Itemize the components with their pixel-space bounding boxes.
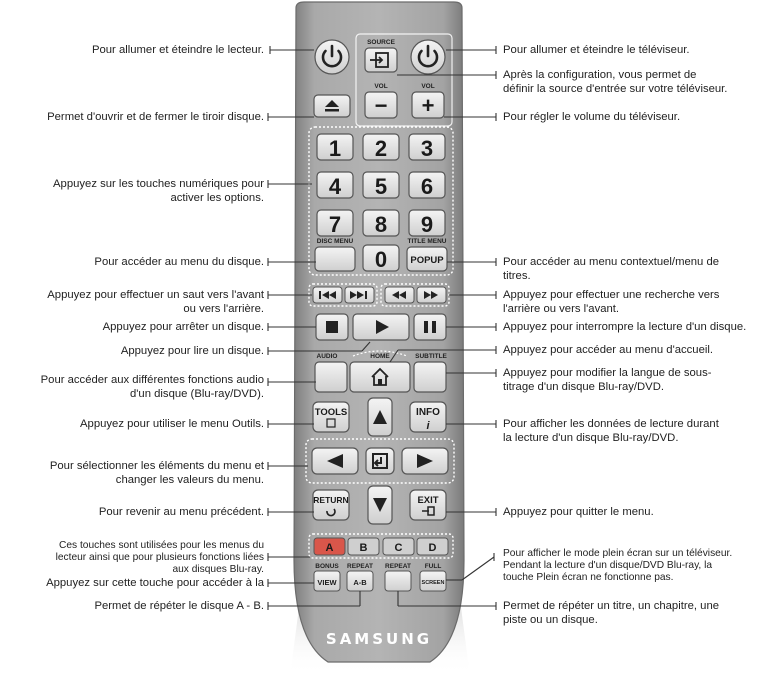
label-audio: Pour accéder aux différentes fonctions audio d'un disque (Blu-ray/DVD). [40,374,264,400]
power-tv-button[interactable] [411,40,445,74]
key-2-text: 2 [374,136,388,161]
key-8[interactable] [363,210,399,237]
exit-button[interactable] [410,490,446,520]
color-key-d[interactable] [417,538,448,555]
label-source: Après la configuration, vous permet de définir la source d'entrée sur votre téléviseur. [503,69,728,95]
vol-minus-label: VOL [374,83,388,90]
label-repeat-ab: Permet de répéter le disque A - B. [94,600,264,612]
volume-down-button[interactable] [365,92,397,118]
label-bonus-view: Appuyez sur cette touche pour accéder à la [46,577,264,589]
source-button[interactable] [365,48,397,72]
play-button[interactable] [353,314,409,340]
disc-menu-label: DISC MENU [316,238,354,245]
stop-icon [326,321,338,333]
label-skip: Appuyez pour effectuer un saut vers l'avant ou vers l'arrière. [47,289,264,315]
skip-back-button[interactable] [313,287,342,303]
label-repeat: Permet de répéter un titre, un chapitre, une piste ou un disque. [503,600,720,626]
key-1-text: 1 [328,136,342,161]
enter-button[interactable] [366,448,394,474]
info-sub-text: i [426,420,430,432]
repeat-ab-button[interactable] [347,571,373,591]
source-label: SOURCE [367,39,395,46]
color-key-a-text: A [325,542,334,554]
screen-button[interactable] [420,571,446,591]
color-key-d-text: D [428,542,437,554]
label-power-tv: Pour allumer et éteindre le téléviseur. [503,44,690,56]
power-player-button[interactable] [315,40,349,74]
right-button[interactable] [402,448,448,474]
home-label: HOME [370,353,390,360]
key-7-text: 7 [328,212,342,237]
key-4-text: 4 [328,174,342,199]
audio-button[interactable] [315,362,347,392]
tools-button[interactable] [313,402,349,432]
stop-button[interactable] [316,314,348,340]
label-popup: Pour accéder au menu contextuel/menu de titres. [503,256,720,282]
brand-logo: SAMSUNG [325,630,433,648]
fast-forward-button[interactable] [417,287,446,303]
key-2[interactable] [363,134,399,161]
label-return: Pour revenir au menu précédent. [98,506,264,518]
key-3-text: 3 [420,136,434,161]
view-button[interactable] [314,571,340,591]
pause-button[interactable] [414,314,446,340]
label-disc-menu: Pour accéder au menu du disque. [94,256,264,268]
label-volume: Pour régler le volume du téléviseur. [503,111,681,123]
skip-forward-button[interactable] [345,287,374,303]
key-3[interactable] [409,134,445,161]
label-full-screen: Pour afficher le mode plein écran sur un téléviseur. Pendant la lecture d'un disque/DVD Blu-ray, la touche Plein écran ne fonctionne pas. [503,548,733,583]
screen-text: SCREEN [421,580,445,586]
label-search: Appuyez pour effectuer une recherche vers l'arrière ou vers l'avant. [503,289,720,315]
label-home: Appuyez pour accéder au menu d'accueil. [503,344,714,356]
key-0-text: 0 [374,247,388,272]
color-key-c[interactable] [383,538,414,555]
subtitle-button[interactable] [414,362,446,392]
label-play: Appuyez pour lire un disque. [120,345,264,357]
label-stop: Appuyez pour arrêter un disque. [102,321,264,333]
tools-text: TOOLS [314,407,348,418]
repeat-ab-label: REPEAT [347,563,373,570]
label-tools: Appuyez pour utiliser le menu Outils. [80,418,264,430]
label-power-player: Pour allumer et éteindre le lecteur. [91,44,264,56]
vol-plus-label: VOL [421,83,435,90]
key-5[interactable] [363,172,399,199]
key-9-text: 9 [420,212,434,237]
key-4[interactable] [317,172,353,199]
ab-text: A-B [353,578,367,587]
label-info: Pour afficher les données de lecture durant la lecture d'un disque Blu-ray/DVD. [503,418,719,444]
repeat-button[interactable] [385,571,411,591]
return-text: RETURN [313,495,349,505]
disc-menu-button[interactable] [315,247,355,271]
up-button[interactable] [368,398,392,436]
color-key-a[interactable] [314,538,345,555]
key-8-text: 8 [374,212,388,237]
key-6-text: 6 [420,174,434,199]
home-button[interactable] [350,362,410,392]
return-button[interactable] [313,490,349,520]
label-eject: Permet d'ouvrir et de fermer le tiroir disque. [47,111,264,123]
title-menu-label: TITLE MENU [407,238,447,245]
label-pause: Appuyez pour interrompre la lecture d'un disque. [503,321,747,333]
label-subtitle: Appuyez pour modifier la langue de sous- titrage d'un disque Blu-ray/DVD. [503,367,712,393]
info-text: INFO [416,407,440,418]
bonus-label: BONUS [315,563,339,570]
exit-text: EXIT [417,495,439,506]
label-color-keys: Ces touches sont utilisées pour les menus du lecteur ainsi que pour plusieurs fonctions liées aux disques Blu-ray. [55,540,264,575]
vol-plus-text: + [421,93,435,118]
popup-text: POPUP [410,255,444,266]
key-0[interactable] [363,245,399,272]
info-button[interactable] [410,402,446,432]
rewind-button[interactable] [385,287,414,303]
color-key-b-text: B [359,542,368,554]
volume-up-button[interactable] [412,92,444,118]
repeat-label: REPEAT [385,563,411,570]
left-button[interactable] [312,448,358,474]
audio-label: AUDIO [316,353,338,360]
eject-button[interactable] [314,95,350,117]
key-1[interactable] [317,134,353,161]
label-nav: Pour sélectionner les éléments du menu et changer les valeurs du menu. [49,460,264,486]
label-numbers: Appuyez sur les touches numériques pour activer les options. [53,178,264,204]
key-6[interactable] [409,172,445,199]
label-exit: Appuyez pour quitter le menu. [503,506,654,518]
popup-button[interactable] [407,247,447,271]
subtitle-label: SUBTITLE [415,353,447,360]
vol-minus-text: − [374,93,388,118]
down-button[interactable] [368,486,392,524]
color-key-c-text: C [394,542,403,554]
color-key-b[interactable] [348,538,379,555]
view-text: VIEW [317,578,337,587]
key-9[interactable] [409,210,445,237]
key-5-text: 5 [374,174,388,199]
key-7[interactable] [317,210,353,237]
full-label: FULL [424,563,442,570]
